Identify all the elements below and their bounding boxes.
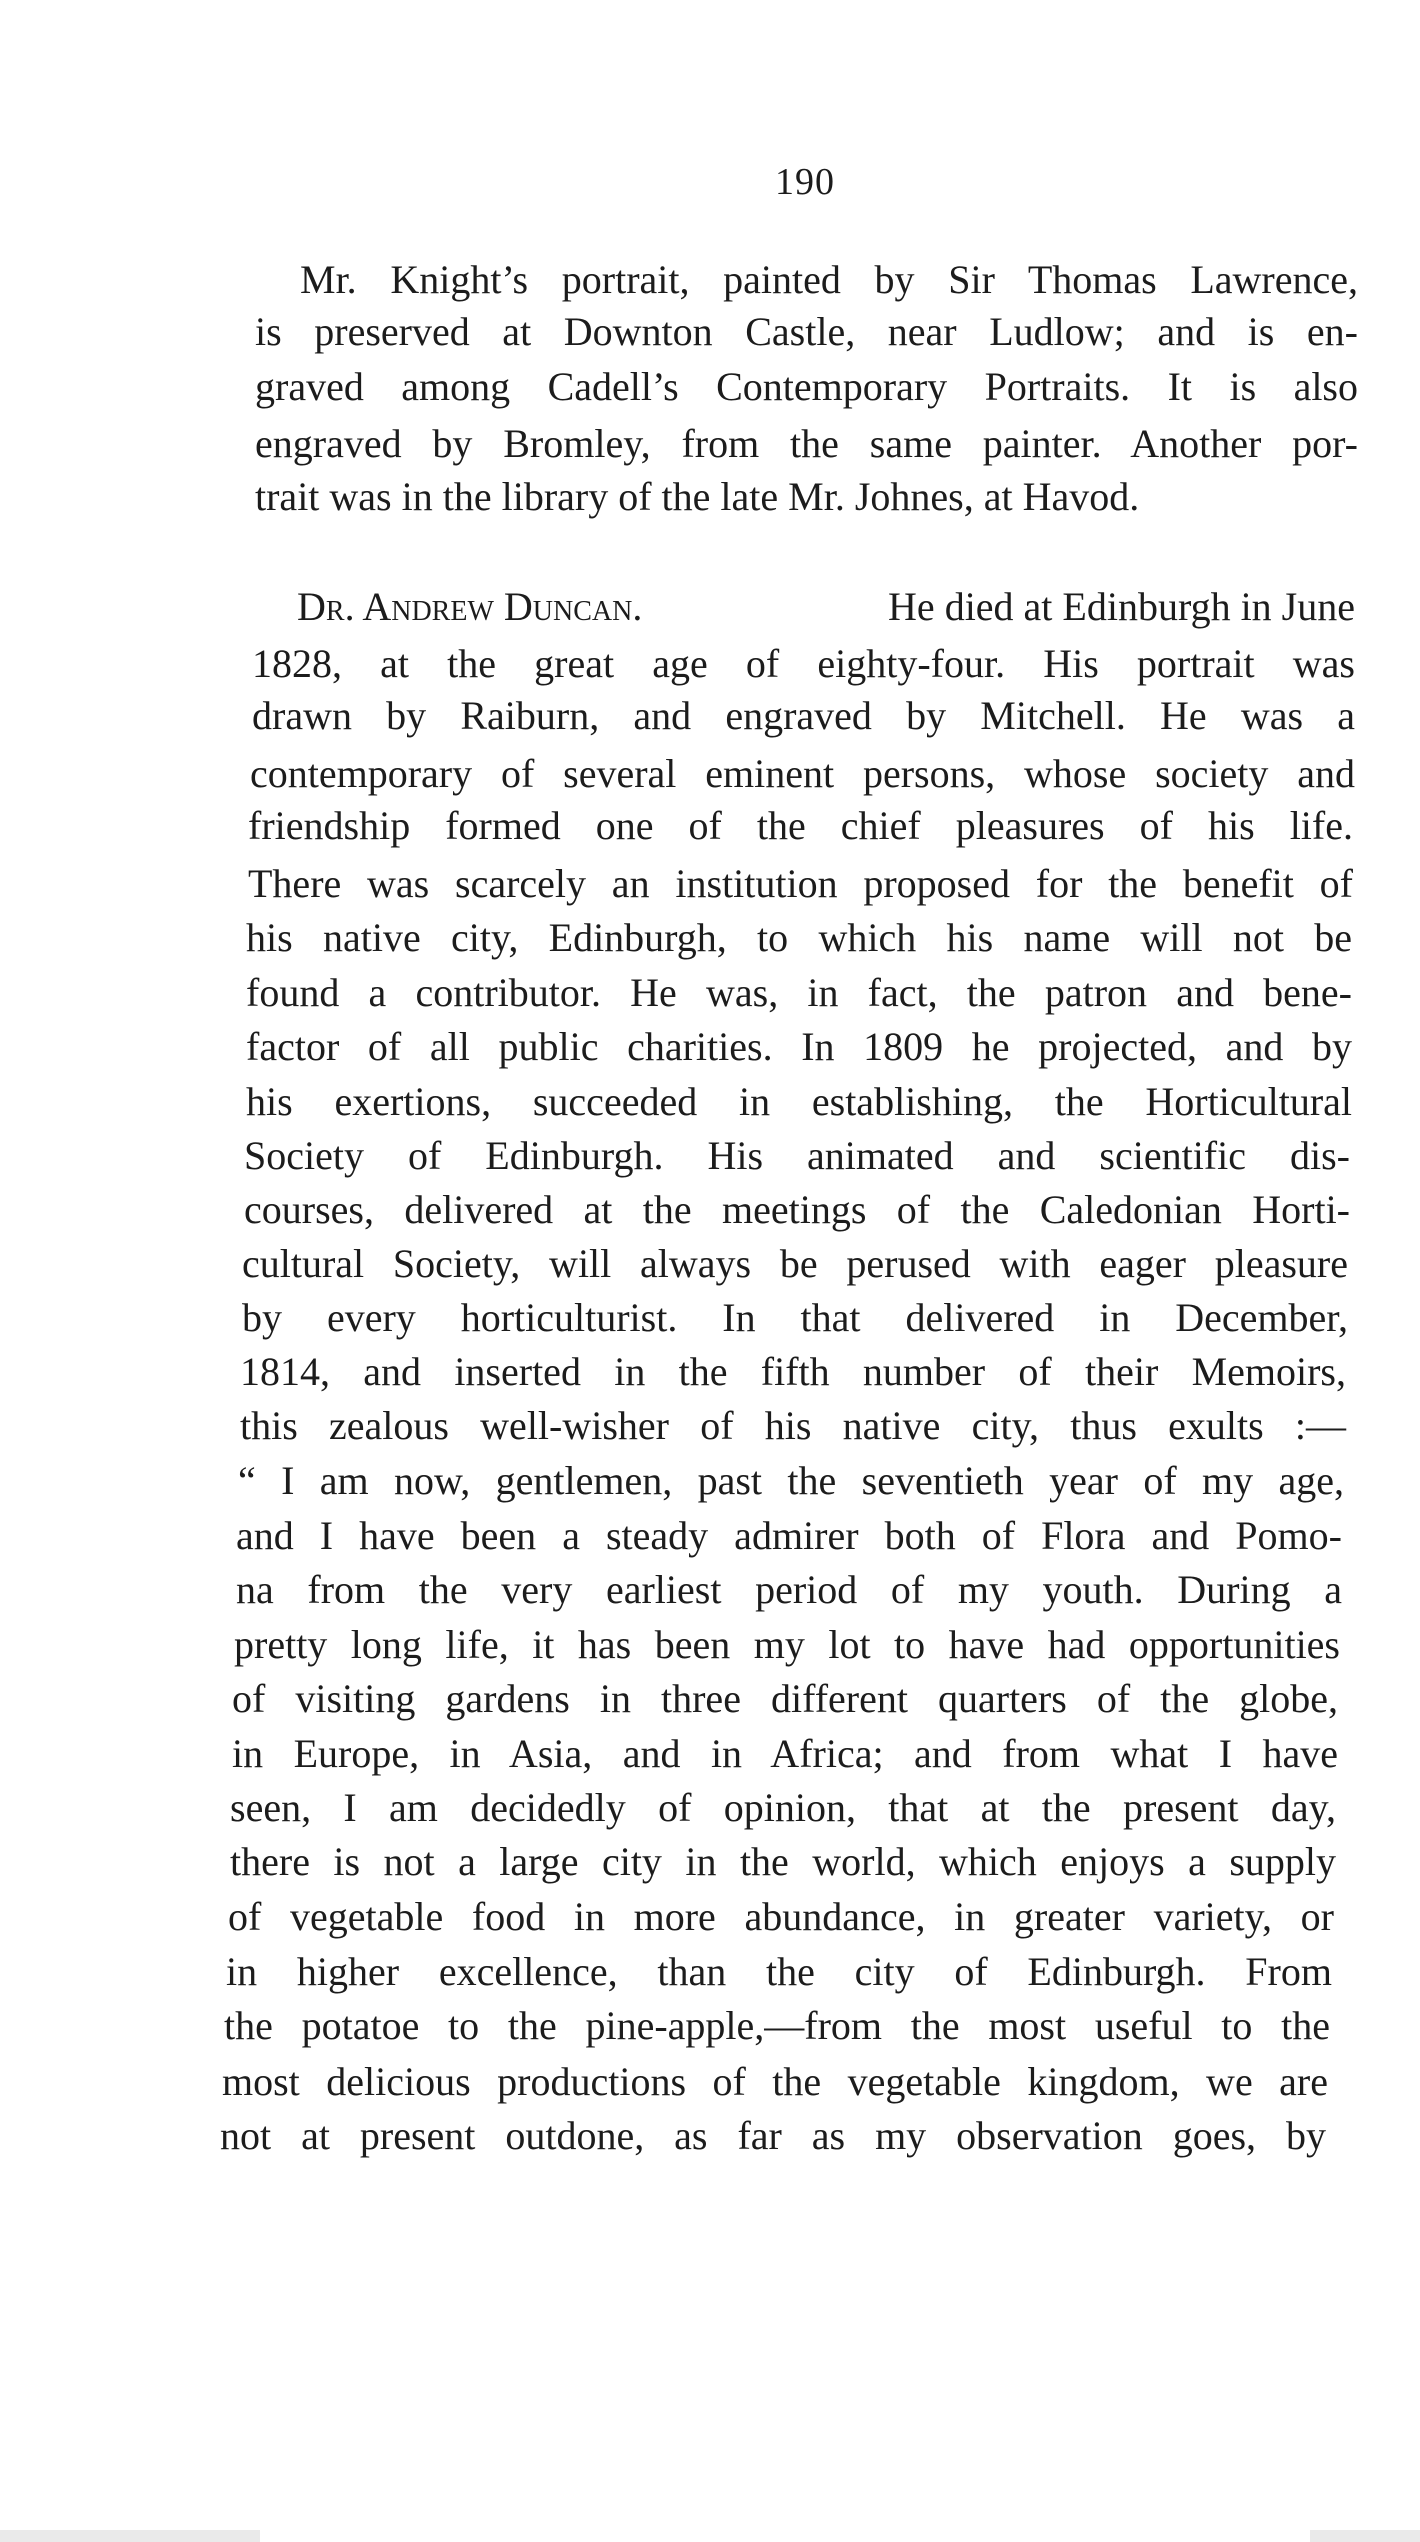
text-line: Mr. Knight’s portrait, painted by Sir Thomas Lawrence,: [300, 257, 1358, 302]
scan-noise: [1310, 2530, 1420, 2542]
text-line: his exertions, succeeded in establishing, the Horticultural: [246, 1079, 1352, 1124]
heading-line-text: He died at Edinburgh in June: [888, 584, 1355, 629]
text-line: factor of all public charities. In 1809 he projected, and by: [246, 1024, 1352, 1069]
text-line: [297, 581, 1355, 633]
text-line: graved among Cadell’s Contemporary Portraits. It is also: [255, 364, 1358, 409]
text-line: in higher excellence, than the city of Edinburgh. From: [226, 1949, 1332, 1994]
text-line: of visiting gardens in three different quarters of the globe,: [232, 1676, 1338, 1721]
text-line: na from the very earliest period of my youth. During a: [236, 1567, 1342, 1612]
text-line: of vegetable food in more abundance, in greater variety, or: [228, 1894, 1334, 1939]
text-line: Society of Edinburgh. His animated and scientific dis-: [244, 1133, 1350, 1178]
text-line: engraved by Bromley, from the same painter. Another por-: [255, 421, 1358, 466]
text-line: pretty long life, it has been my lot to have had opportunities: [234, 1622, 1340, 1667]
text-line: found a contributor. He was, in fact, the patron and bene-: [246, 970, 1352, 1015]
text-line: courses, delivered at the meetings of the Caledonian Horti-: [244, 1187, 1350, 1232]
text-line: 1814, and inserted in the fifth number of their Memoirs,: [240, 1349, 1346, 1394]
text-line: seen, I am decidedly of opinion, that at the present day,: [230, 1785, 1336, 1830]
text-line: drawn by Raiburn, and engraved by Mitchell. He was a: [252, 693, 1355, 738]
text-line: is preserved at Downton Castle, near Ludlow; and is en-: [255, 309, 1358, 354]
text-line: contemporary of several eminent persons, whose society and: [250, 751, 1355, 796]
text-line: by every horticulturist. In that delivered in December,: [242, 1295, 1348, 1340]
text-line: his native city, Edinburgh, to which his name will not be: [246, 915, 1352, 960]
text-line: trait was in the library of the late Mr. Johnes, at Havod.: [255, 474, 1140, 519]
scan-noise: [0, 2530, 260, 2542]
text-line: this zealous well-wisher of his native city, thus exults :—: [240, 1403, 1346, 1448]
text-line: there is not a large city in the world, which enjoys a supply: [230, 1839, 1336, 1884]
text-line: and I have been a steady admirer both of Flora and Pomo-: [236, 1513, 1342, 1558]
text-line: There was scarcely an institution proposed for the benefit of: [248, 861, 1353, 906]
text-line: 1828, at the great age of eighty-four. His portrait was: [252, 641, 1355, 686]
text-line: not at present outdone, as far as my observation goes, by: [220, 2113, 1326, 2158]
text-line: cultural Society, will always be perused with eager pleasure: [242, 1241, 1348, 1286]
entry-heading: Dr. Andrew Duncan.: [297, 584, 643, 629]
text-line: in Europe, in Asia, and in Africa; and from what I have: [232, 1731, 1338, 1776]
text-line: friendship formed one of the chief pleasures of his life.: [248, 803, 1353, 848]
text-line: most delicious productions of the vegetable kingdom, we are: [222, 2059, 1328, 2104]
page-number: 190: [775, 161, 835, 203]
text-line: “ I am now, gentlemen, past the seventieth year of my age,: [238, 1458, 1344, 1503]
text-line: the potatoe to the pine-apple,—from the most useful to the: [224, 2003, 1330, 2048]
